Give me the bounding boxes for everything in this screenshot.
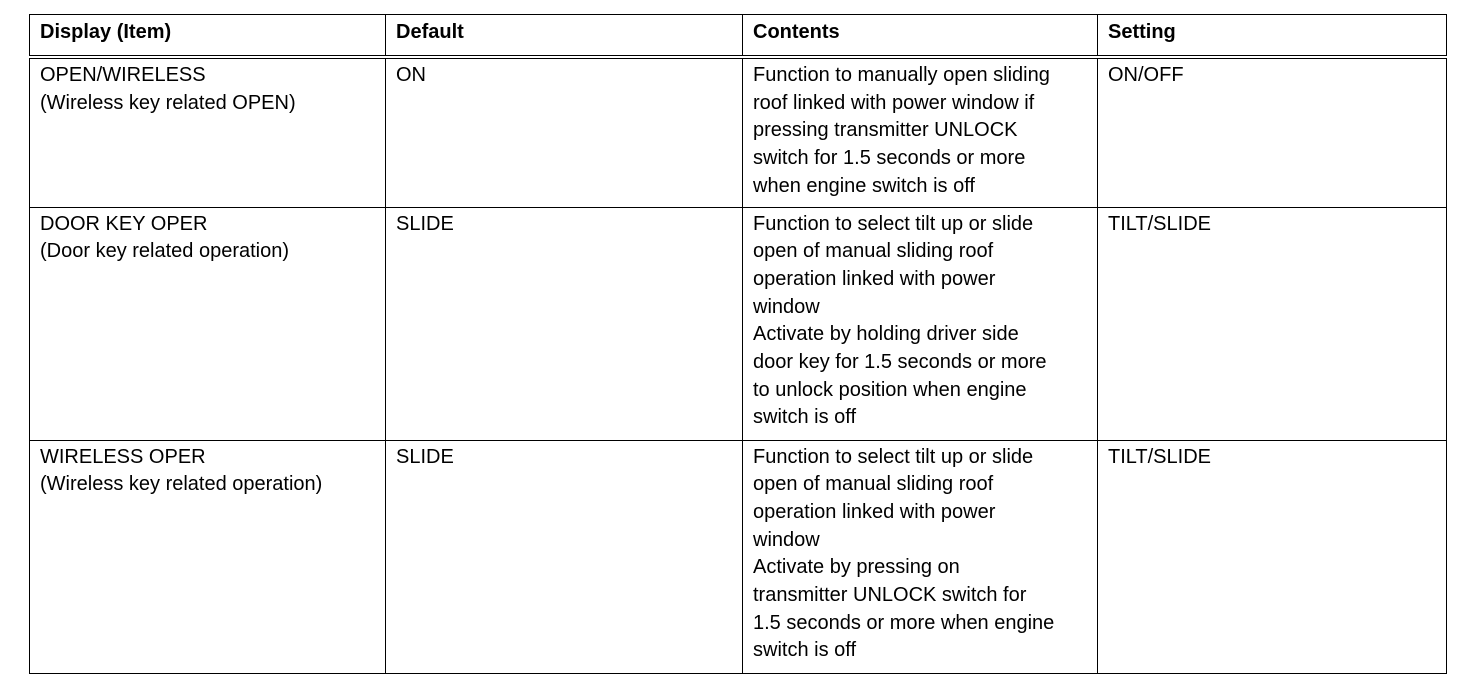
contents-line: operation linked with power bbox=[753, 500, 996, 523]
display-item-description: (Wireless key related OPEN) bbox=[40, 91, 296, 114]
contents-line: to unlock position when engine bbox=[753, 378, 1027, 401]
display-item-name: WIRELESS OPER bbox=[40, 445, 206, 468]
table-row bbox=[30, 440, 1447, 673]
display-item-name: DOOR KEY OPER bbox=[40, 212, 208, 235]
default-cell: ON bbox=[386, 57, 743, 207]
contents-line: switch for 1.5 seconds or more bbox=[753, 147, 1026, 170]
contents-line: Activate by pressing on bbox=[753, 556, 960, 579]
table-row bbox=[30, 207, 1447, 440]
header-display-item: Display (Item) bbox=[30, 15, 386, 58]
setting-cell: TILT/SLIDE bbox=[1098, 440, 1447, 673]
setting-cell: ON/OFF bbox=[1098, 57, 1447, 207]
contents-line: door key for 1.5 seconds or more bbox=[753, 351, 1047, 374]
contents-line: pressing transmitter UNLOCK bbox=[753, 119, 1018, 142]
customize-settings-table bbox=[29, 14, 1447, 674]
table-header bbox=[30, 15, 1447, 58]
contents-line: operation linked with power bbox=[753, 267, 996, 290]
display-item-cell bbox=[30, 57, 386, 207]
display-item-description: (Door key related operation) bbox=[40, 240, 290, 263]
contents-line: Function to select tilt up or slide bbox=[753, 212, 1034, 235]
contents-line: Function to select tilt up or slide bbox=[753, 445, 1034, 468]
header-row bbox=[30, 15, 1447, 58]
contents-line: open of manual sliding roof bbox=[753, 473, 994, 496]
header-default: Default bbox=[386, 15, 743, 58]
contents-line: switch is off bbox=[753, 406, 856, 429]
setting-cell: TILT/SLIDE bbox=[1098, 207, 1447, 440]
default-cell: SLIDE bbox=[386, 207, 743, 440]
default-cell: SLIDE bbox=[386, 440, 743, 673]
contents-cell bbox=[743, 207, 1098, 440]
contents-line: transmitter UNLOCK switch for bbox=[753, 584, 1027, 607]
contents-line: when engine switch is off bbox=[753, 174, 975, 197]
contents-line: switch is off bbox=[753, 639, 856, 662]
contents-line: roof linked with power window if bbox=[753, 91, 1035, 114]
display-item-cell bbox=[30, 440, 386, 673]
display-item-cell bbox=[30, 207, 386, 440]
contents-cell bbox=[743, 57, 1098, 207]
contents-cell bbox=[743, 440, 1098, 673]
contents-line: 1.5 seconds or more when engine bbox=[753, 611, 1055, 634]
contents-line: window bbox=[753, 528, 820, 551]
contents-line: Activate by holding driver side bbox=[753, 323, 1019, 346]
header-setting: Setting bbox=[1098, 15, 1447, 58]
display-item-name: OPEN/WIRELESS bbox=[40, 64, 206, 86]
contents-line: Function to manually open sliding bbox=[753, 64, 1050, 86]
table-row bbox=[30, 57, 1447, 207]
contents-line: window bbox=[753, 295, 820, 318]
header-contents: Contents bbox=[743, 15, 1098, 58]
table-body bbox=[30, 57, 1447, 673]
display-item-description: (Wireless key related operation) bbox=[40, 473, 323, 496]
contents-line: open of manual sliding roof bbox=[753, 240, 994, 263]
